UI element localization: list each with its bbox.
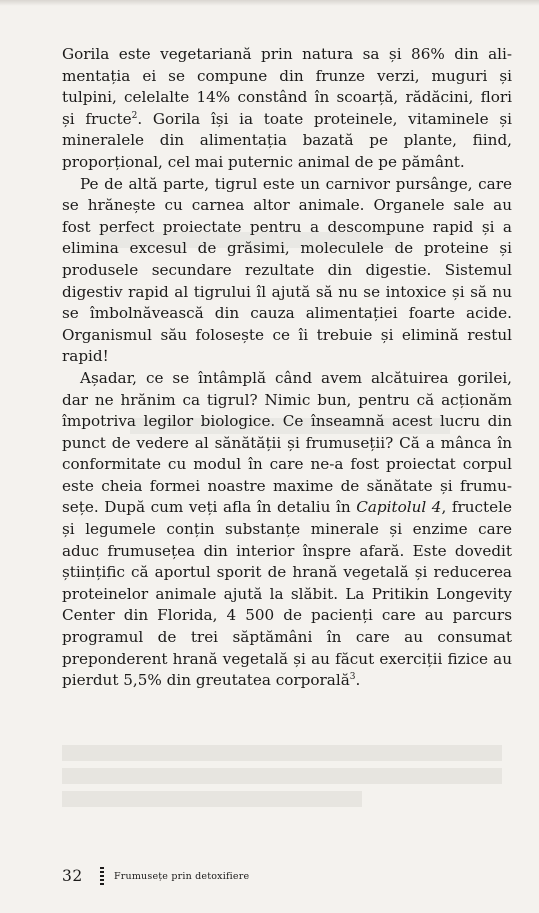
paragraph-text: , fructele și legumele conțin substanțe minerale și enzime care aduc frumusețea din interior înspre afară. Este dovedit științific că aportul sporit de hrană vegetală și reducerea proteinelor animale ajută la slăbit. La Pritikin Longevity Center din Florida, 4 500 de pacienți care au parcurs programul de trei săptămâni în care au consumat preponderent hrană vegetală și au făcut exerciții fizice au pierdut 5,5% din greutatea corporală <box>62 498 512 690</box>
paragraph-text: Așadar, ce se întâmplă când avem alcătuirea gorilei, dar ne hrănim ca tigrul? Nimic bun, pentru că acționăm împotriva legilor biologice. Ce înseamnă acest lucru din punct de vedere al sănătății și frumuseții? Că a mânca în conformitate cu modul în care ne-a fost proiectat corpul este cheia formei noastre maxime de sănătate și frumusețe. După cum veți afla în detaliu în <box>62 368 512 517</box>
show-through-shadow <box>62 791 362 807</box>
chapter-reference: Capitolul 4 <box>356 498 442 517</box>
paragraph-text: Gorila este vegetariană prin natura sa și 86% din alimentația ei se compune din frunze verzi, muguri și tulpini, celelalte 14% constând în scoarță, rădăcini, flori și fructe <box>62 45 512 128</box>
paragraph-text: . <box>355 671 361 690</box>
show-through-shadow <box>62 745 502 761</box>
page-number: 32 <box>62 867 83 885</box>
page-footer <box>62 865 249 887</box>
running-title: Frumusețe prin detoxifiere <box>114 870 250 882</box>
paragraph <box>62 44 512 174</box>
show-through-shadow <box>62 768 502 784</box>
paragraph-text: . Gorila își ia toate proteinele, vitaminele și mineralele din alimentația bazată pe plante, fiind, proporțional, cel mai puternic animal de pe pământ. <box>62 109 512 171</box>
page-top-edge <box>0 0 539 6</box>
paragraph-text: Pe de altă parte, tigrul este un carnivor pursânge, care se hrănește cu carnea altor animale. Organele sale au fost perfect proiectate pentru a descompune rapid și a elimina excesul de grăsimi, moleculele de proteine și produsele secundare rezultate din digestie. Sistemul digestiv rapid al tigrului îl ajută să nu se intoxice și să nu se îmbolnăvească din cauza alimentației foarte acide. Organismul său folosește ce îi trebuie și elimină restul rapid! <box>62 174 512 366</box>
footer-divider-mark <box>100 867 104 885</box>
footnote-marker: 3 <box>349 672 356 683</box>
paragraph <box>62 368 512 692</box>
paragraph <box>62 174 512 368</box>
footnote-marker: 2 <box>131 110 138 121</box>
body-text <box>62 44 512 692</box>
